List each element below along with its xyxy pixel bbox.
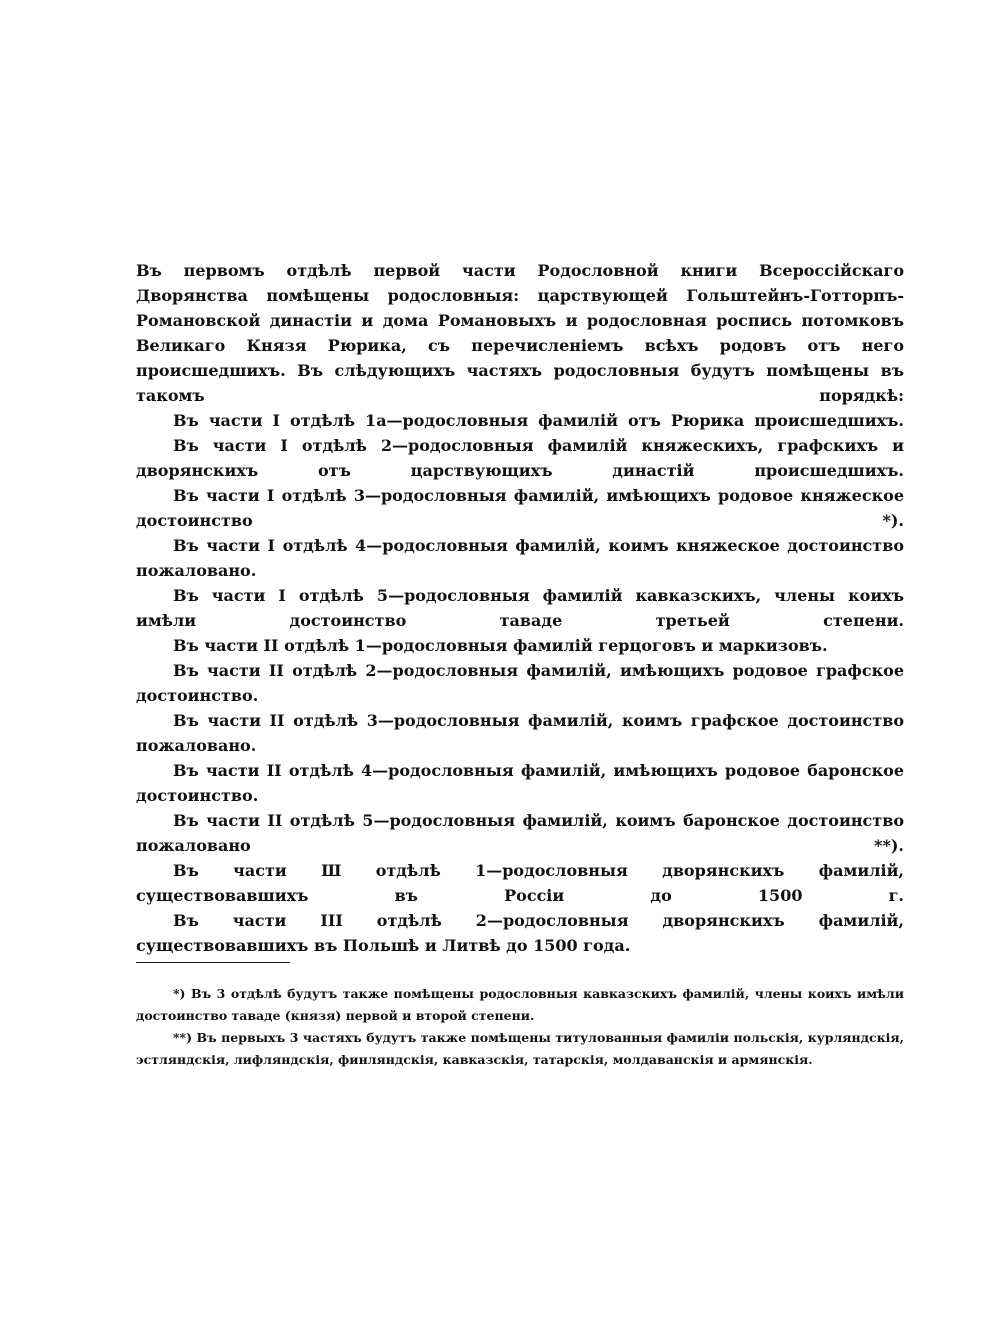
entry-paragraph-11: Въ части Ш отдѣлѣ 1—родословныя дворянскихъ фамилій, существовавшихъ въ Россіи до 1500 г. [136,861,904,905]
footnotes-block [136,983,904,1071]
entry-paragraph-2: Въ части I отдѣлѣ 2—родословныя фамилій княжескихъ, графскихъ и дворянскихъ отъ царствующихъ династій происшедшихъ. [136,436,904,480]
footnote-1: *) Въ 3 отдѣлѣ будутъ также помѣщены родословныя кавказскихъ фамилій, члены коихъ имѣли достоинство таваде (князя) первой и второй степени. [136,986,904,1023]
footnote-divider [136,962,290,963]
entry-paragraph-8: Въ части II отдѣлѣ 3—родословныя фамилій, коимъ графское достоинство пожаловано. [136,711,904,755]
entry-paragraph-4: Въ части I отдѣлѣ 4—родословныя фамилій, коимъ княжеское достоинство пожаловано. [136,536,904,580]
entry-paragraph-6: Въ части II отдѣлѣ 1—родословныя фамилій герцоговъ и маркизовъ. [173,636,828,655]
intro-paragraph: Въ первомъ отдѣлѣ первой части Родословной книги Всероссійскаго Дворянства помѣщены родословныя: царствующей Гольштейнъ-Готторпъ-Романовской династіи и дома Романовыхъ и родословная роспись потомковъ Великаго Князя Рюрика, съ перечисленіемъ всѣхъ родовъ отъ него происшедшихъ. Въ слѣдующихъ частяхъ родословныя будутъ помѣщены въ такомъ порядкѣ: [136,261,904,405]
entry-paragraph-10: Въ части II отдѣлѣ 5—родословныя фамилій, коимъ баронское достоинство пожаловано **). [136,811,904,855]
entry-paragraph-5: Въ части I отдѣлѣ 5—родословныя фамилій кавказскихъ, члены коихъ имѣли достоинство таваде третьей степени. [136,586,904,630]
main-text-block [136,258,904,958]
footnote-2: **) Въ первыхъ 3 частяхъ будутъ также помѣщены титулованныя фамиліи польскія, курляндскія, эстляндскія, лифляндскія, финляндскія, кавказскія, татарскія, молдаванскія и армянскія. [136,1030,904,1067]
entry-paragraph-7: Въ части II отдѣлѣ 2—родословныя фамилій, имѣющихъ родовое графское достоинство. [136,661,904,705]
entry-paragraph-12: Въ части III отдѣлѣ 2—родословныя дворянскихъ фамилій, существовавшихъ въ Польшѣ и Литвѣ до 1500 года. [136,911,904,955]
entry-paragraph-9: Въ части II отдѣлѣ 4—родословныя фамилій, имѣющихъ родовое баронское достоинство. [136,761,904,805]
entry-paragraph-3: Въ части I отдѣлѣ 3—родословныя фамилій, имѣющихъ родовое княжеское достоинство *). [136,486,904,530]
entry-paragraph-1: Въ части I отдѣлѣ 1а—родословныя фамилій отъ Рюрика происшедшихъ. [173,411,904,430]
